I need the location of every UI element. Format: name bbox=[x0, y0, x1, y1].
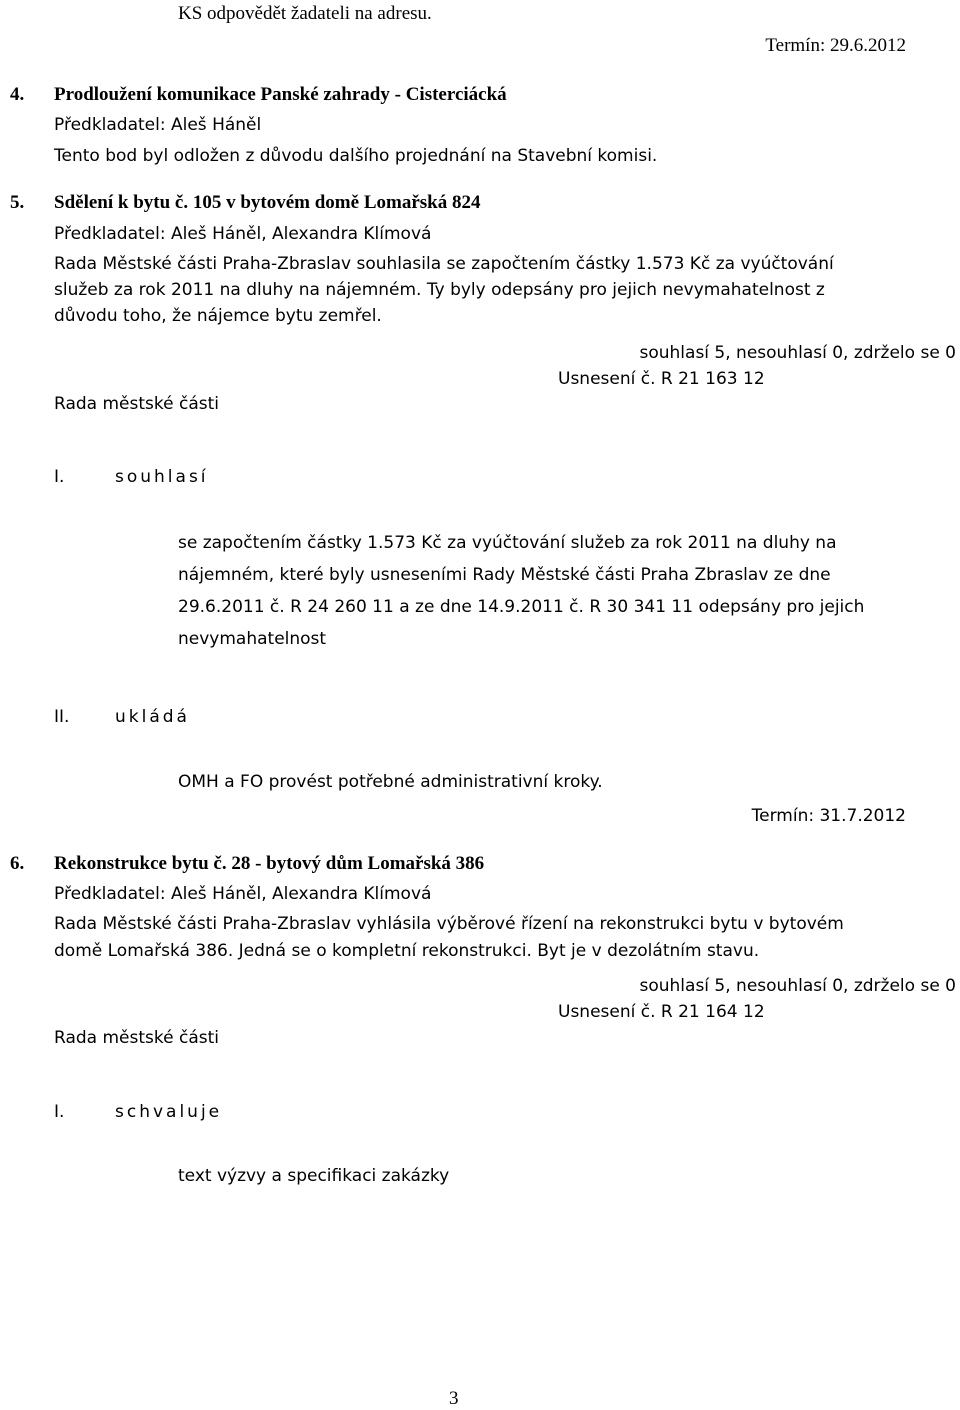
resolution-text-line: nájemném, které byly usneseními Rady Městské části Praha Zbraslav ze dne bbox=[178, 565, 831, 585]
item-text-line: Rada Městské části Praha-Zbraslav vyhlásila výběrové řízení na rekonstrukci bytu v bytovém bbox=[54, 914, 844, 934]
resolution-text-line: 29.6.2011 č. R 24 260 11 a ze dne 14.9.2011 č. R 30 341 11 odepsány pro jejich bbox=[178, 597, 865, 617]
vote-result: souhlasí 5, nesouhlasí 0, zdrželo se 0 bbox=[639, 976, 956, 996]
top-line: KS odpovědět žadateli na adresu. bbox=[178, 3, 432, 24]
deadline-1: Termín: 29.6.2012 bbox=[765, 35, 906, 56]
item-number: 4. bbox=[10, 84, 25, 105]
item-number: 6. bbox=[10, 853, 25, 874]
council-body: Rada městské části bbox=[54, 394, 219, 414]
item-text-line: služeb za rok 2011 na dluhy na nájemném. Ty byly odepsány pro jejich nevymahatelnost z bbox=[54, 280, 825, 300]
part-verb: ukládá bbox=[115, 707, 190, 727]
part-numeral: I. bbox=[54, 1102, 65, 1122]
item-text-line: důvodu toho, že nájemce bytu zemřel. bbox=[54, 306, 382, 326]
item-text: Tento bod byl odložen z důvodu dalšího projednání na Stavební komisi. bbox=[54, 146, 658, 166]
council-body: Rada městské části bbox=[54, 1028, 219, 1048]
resolution-number: Usnesení č. R 21 163 12 bbox=[558, 369, 765, 389]
item-title: Rekonstrukce bytu č. 28 - bytový dům Lomařská 386 bbox=[54, 853, 485, 874]
deadline: Termín: 31.7.2012 bbox=[751, 806, 906, 826]
item-text-line: domě Lomařská 386. Jedná se o kompletní rekonstrukci. Byt je v dezolátním stavu. bbox=[54, 941, 760, 961]
resolution-text-line: nevymahatelnost bbox=[178, 629, 327, 649]
item-title: Prodloužení komunikace Panské zahrady - Cisterciácká bbox=[54, 84, 507, 105]
resolution-text-line: text výzvy a specifikaci zakázky bbox=[178, 1166, 450, 1186]
item-presenter: Předkladatel: Aleš Háněl, Alexandra Klímová bbox=[54, 224, 432, 244]
item-number: 5. bbox=[10, 192, 25, 213]
page-number: 3 bbox=[449, 1388, 459, 1409]
item-text-line: Rada Městské části Praha-Zbraslav souhlasila se započtením částky 1.573 Kč za vyúčtování bbox=[54, 254, 834, 274]
resolution-text-line: se započtením částky 1.573 Kč za vyúčtování služeb za rok 2011 na dluhy na bbox=[178, 533, 837, 553]
part-verb: souhlasí bbox=[115, 467, 209, 487]
part-verb: schvaluje bbox=[115, 1102, 223, 1122]
vote-result: souhlasí 5, nesouhlasí 0, zdrželo se 0 bbox=[639, 343, 956, 363]
part-numeral: I. bbox=[54, 467, 65, 487]
item-presenter: Předkladatel: Aleš Háněl, Alexandra Klímová bbox=[54, 884, 432, 904]
resolution-number: Usnesení č. R 21 164 12 bbox=[558, 1002, 765, 1022]
item-presenter: Předkladatel: Aleš Háněl bbox=[54, 115, 262, 135]
part-numeral: II. bbox=[54, 707, 70, 727]
resolution-text-line: OMH a FO provést potřebné administrativní kroky. bbox=[178, 772, 603, 792]
item-title: Sdělení k bytu č. 105 v bytovém domě Lomařská 824 bbox=[54, 192, 481, 213]
